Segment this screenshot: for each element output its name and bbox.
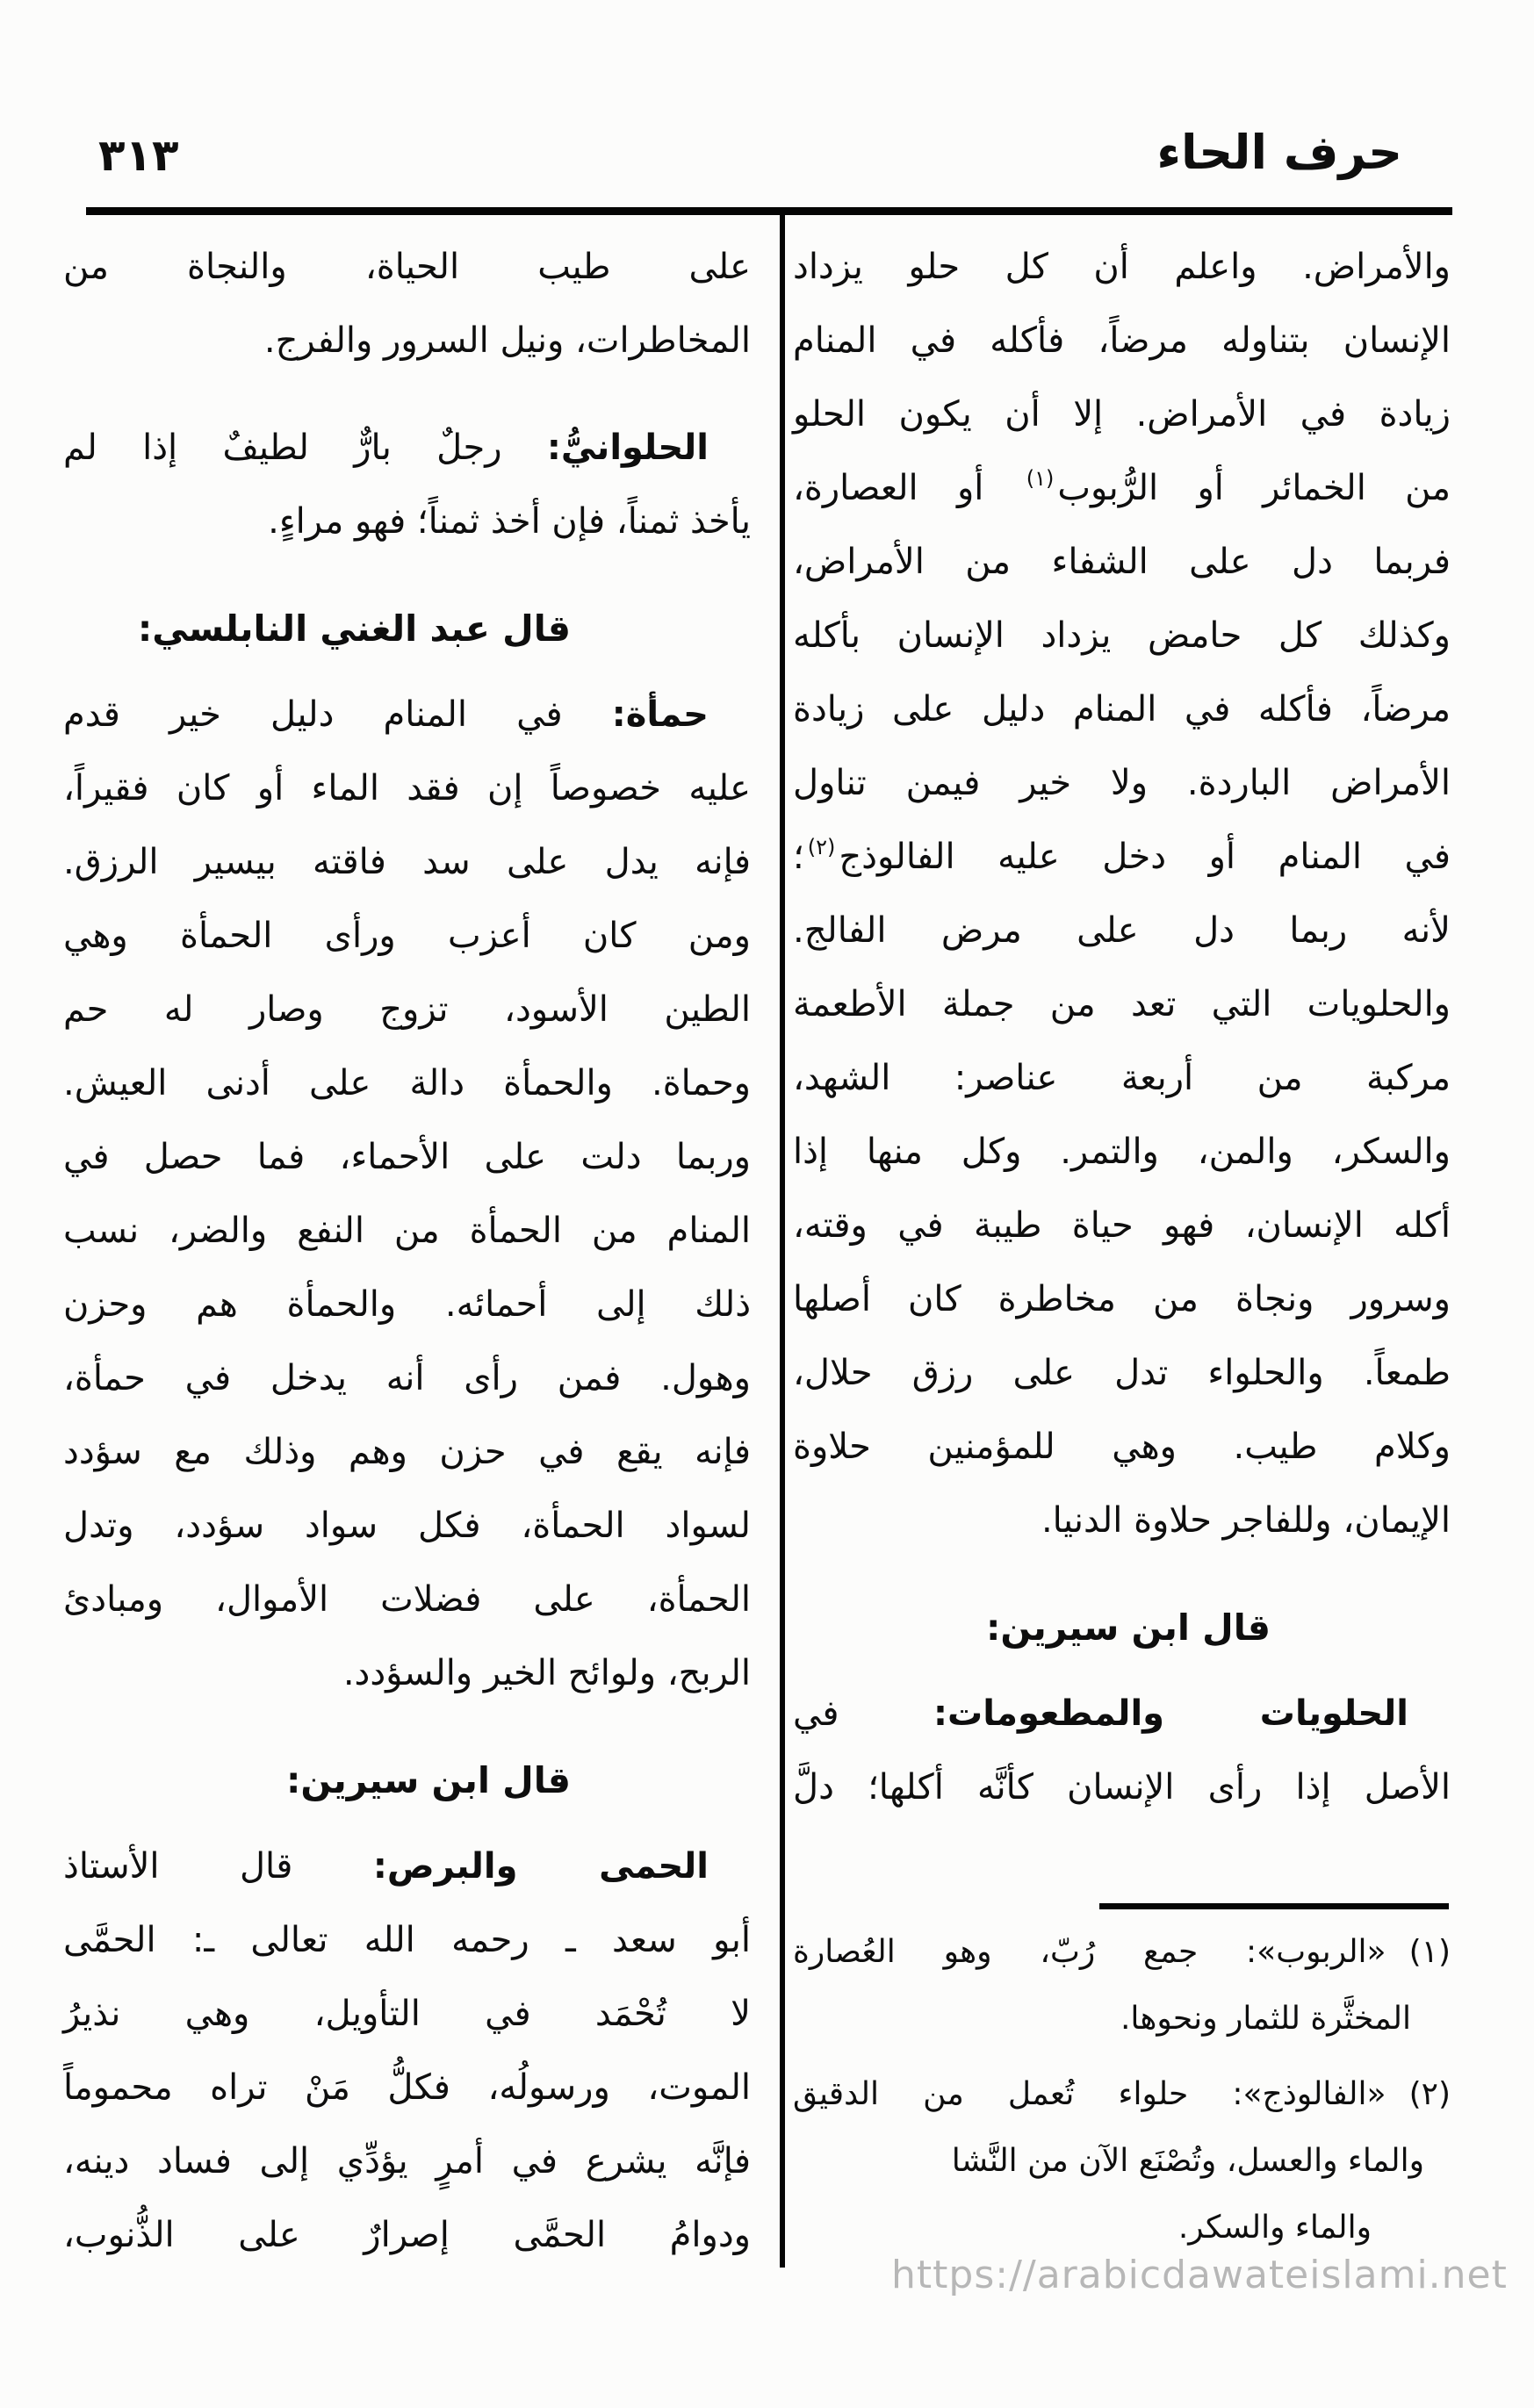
text-line <box>63 1977 751 2051</box>
footnote-ref: (١) <box>1026 466 1055 491</box>
text-run: المنام من الحمأة من النفع والضر، نسب <box>63 1211 751 1251</box>
text-run: رجلٌ بارٌّ لطيفٌ إذا لم <box>63 428 547 468</box>
text-line <box>63 1120 751 1194</box>
text-run: عليه خصوصاً إن فقد الماء أو كان فقيراً، <box>63 768 751 809</box>
footnote-separator <box>1099 1903 1449 1909</box>
text-line <box>793 1591 1451 1664</box>
text-line <box>63 1415 751 1489</box>
text-run: الإنسان بتناوله مرضاً، فأكله في المنام <box>793 320 1451 361</box>
text-line <box>63 973 751 1046</box>
text-run: قال الأستاذ <box>63 1846 373 1887</box>
text-line <box>793 1484 1451 1557</box>
text-run: والحلويات التي تعد من جملة الأطعمة <box>793 984 1451 1024</box>
text-line <box>793 377 1451 451</box>
text-run: طمعاً. والحلواء تدل على رزق حلال، <box>793 1353 1451 1393</box>
text-line <box>63 411 751 485</box>
text-run: في المنام دليل خير قدم <box>63 694 612 735</box>
entry-keyword: قال ابن سيرين: <box>986 1607 1271 1649</box>
text-line <box>63 485 751 558</box>
text-line <box>793 1986 1451 2052</box>
text-line <box>793 746 1451 820</box>
page-number: ٣١٣ <box>98 130 179 181</box>
text-line <box>793 451 1451 525</box>
text-run: لا تُحْمَد في التأويل، وهي نذيرُ <box>63 1994 751 2034</box>
footnote-ref: (٢) <box>807 835 836 859</box>
text-line <box>793 2061 1451 2128</box>
text-run: والسكر، والمن، والتمر. وكل منها إذا <box>793 1132 1451 1172</box>
text-run: وكلام طيب. وهي للمؤمنين حلاوة <box>793 1427 1451 1467</box>
text-run: وسرور ونجاة من مخاطرة كان أصلها <box>793 1279 1451 1319</box>
text-column-left <box>63 230 751 2272</box>
text-line <box>63 230 751 304</box>
footnote-number: (١) <box>1408 1934 1451 1970</box>
text-line <box>793 1677 1451 1750</box>
text-line <box>793 820 1451 894</box>
entry-keyword: الحلويات والمطعومات: <box>933 1693 1408 1734</box>
text-line <box>793 967 1451 1041</box>
text-line <box>793 599 1451 672</box>
text-run: ومن كان أعزب ورأى الحمأة وهي <box>63 916 751 956</box>
text-line <box>793 1115 1451 1189</box>
paragraph <box>63 678 751 1710</box>
text-line <box>793 1750 1451 1824</box>
text-line <box>63 1489 751 1563</box>
text-line <box>63 1903 751 1977</box>
entry-keyword: الحلوانيُّ: <box>546 428 709 468</box>
text-run: زيادة في الأمراض. إلا أن يكون الحلو <box>793 394 1451 435</box>
text-run: في المنام أو دخل عليه الفالوذج <box>839 837 1451 877</box>
text-run: فإنه يدل على سد فاقته بيسير الرزق. <box>63 842 751 882</box>
text-line <box>63 592 751 665</box>
text-line <box>793 672 1451 746</box>
text-line <box>63 304 751 377</box>
text-line <box>793 1919 1451 1986</box>
text-line <box>63 678 751 751</box>
text-line <box>63 2198 751 2272</box>
text-run: وهول. فمن رأى أنه يدخل في حمأة، <box>63 1358 751 1398</box>
text-run: الأمراض الباردة. ولا خير فيمن تناول <box>793 763 1451 803</box>
entry-keyword: الحمى والبرص: <box>372 1846 709 1887</box>
text-run: الإيمان، وللفاجر حلاوة الدنيا. <box>1041 1500 1451 1541</box>
section-heading <box>63 1743 751 1817</box>
section-heading <box>63 592 751 665</box>
text-run: مرضاً، فأكله في المنام دليل على زيادة <box>793 689 1451 730</box>
text-run: مركبة من أربعة عناصر: الشهد، <box>793 1058 1451 1098</box>
text-run: المخاطرات، ونيل السرور والفرج. <box>263 320 751 361</box>
paragraph <box>63 1829 751 2272</box>
text-column-right <box>793 230 1451 1824</box>
column-divider <box>780 215 785 2268</box>
text-line <box>63 1743 751 1817</box>
entry-keyword: حمأة: <box>611 694 709 735</box>
paragraph <box>63 411 751 558</box>
text-run: الربح، ولوائح الخير والسؤدد. <box>342 1653 751 1693</box>
paragraph <box>63 230 751 377</box>
text-line <box>793 1189 1451 1262</box>
text-line <box>63 1341 751 1415</box>
text-run: ؛ <box>793 837 804 877</box>
text-run: على طيب الحياة، والنجاة من <box>63 247 751 287</box>
text-line <box>793 2128 1451 2195</box>
footnote-item <box>793 1919 1451 2052</box>
text-line <box>793 2195 1451 2261</box>
footnote-item <box>793 2061 1451 2261</box>
text-run: ودوامُ الحمَّى إصرارٌ على الذُّنوب، <box>63 2215 751 2255</box>
entry-keyword: قال ابن سيرين: <box>286 1759 571 1801</box>
text-run: لأنه ربما دل على مرض الفالج. <box>793 910 1451 951</box>
text-run: «الفالوذج»: حلواء تُعمل من الدقيق <box>793 2076 1386 2112</box>
text-run: والماء والسكر. <box>1178 2210 1372 2246</box>
text-line <box>63 2051 751 2124</box>
text-run: ذلك إلى أحمائه. والحمأة هم وحزن <box>63 1284 751 1325</box>
section-heading <box>793 1591 1451 1664</box>
text-line <box>793 1041 1451 1115</box>
text-run: لسواد الحمأة، فكل سواد سؤدد، وتدل <box>63 1506 751 1546</box>
entry-keyword: قال عبد الغني النابلسي: <box>137 607 571 650</box>
text-line <box>793 1410 1451 1484</box>
text-run: الموت، ورسولُه، فكلُّ مَنْ تراه محموماً <box>63 2067 751 2108</box>
text-run: فإنَّه يشرع في أمرٍ يؤدِّي إلى فساد دينه، <box>63 2141 751 2182</box>
text-line <box>63 899 751 973</box>
text-run: يأخذ ثمناً، فإن أخذ ثمناً؛ فهو مراءٍ. <box>268 501 751 542</box>
chapter-title: حرف الحاء <box>1156 125 1402 180</box>
header-rule <box>86 207 1452 215</box>
footnote-number: (٢) <box>1408 2076 1451 2112</box>
paragraph <box>793 230 1451 1557</box>
text-line <box>793 1262 1451 1336</box>
text-run: الحمأة، على فضلات الأموال، ومبادئ <box>63 1579 751 1620</box>
text-run: والأمراض. واعلم أن كل حلو يزداد <box>793 247 1451 287</box>
text-line <box>63 1268 751 1341</box>
text-run: من الخمائر أو الرُّبوب <box>1057 468 1451 508</box>
text-line <box>793 525 1451 599</box>
text-run: وكذلك كل حامض يزداد الإنسان بأكله <box>793 615 1451 656</box>
text-line <box>63 751 751 825</box>
text-line <box>63 1563 751 1636</box>
text-line <box>63 1046 751 1120</box>
text-line <box>63 1829 751 1903</box>
footnotes <box>793 1919 1451 2270</box>
text-run: وحماة. والحمأة دالة على أدنى العيش. <box>63 1063 751 1103</box>
text-line <box>793 230 1451 304</box>
text-run: الطين الأسود، تزوج وصار له حم <box>63 989 751 1030</box>
text-run: أو العصارة، <box>793 468 1023 508</box>
text-line <box>793 304 1451 377</box>
text-run: أبو سعد ـ رحمه الله تعالى ـ: الحمَّى <box>63 1920 751 1960</box>
text-run: المخثَّرة للثمار ونحوها. <box>1120 2001 1411 2037</box>
text-run: في <box>793 1693 934 1734</box>
text-line <box>63 1194 751 1268</box>
text-run: الأصل إذا رأى الإنسان كأنَّه أكلها؛ دلَّ <box>793 1767 1451 1808</box>
text-line <box>63 2124 751 2198</box>
text-run: فإنه يقع في حزن وهم وذلك مع سؤدد <box>63 1432 751 1472</box>
text-run: فربما دل على الشفاء من الأمراض، <box>793 542 1451 582</box>
watermark-url: https://arabicdawateislami.net <box>891 2253 1508 2297</box>
text-line <box>63 1636 751 1710</box>
text-run: والماء والعسل، وتُصْنَع الآن من النَّشا <box>951 2143 1424 2179</box>
text-run: أكله الإنسان، فهو حياة طيبة في وقته، <box>793 1205 1451 1246</box>
text-run: وربما دلت على الأحماء، فما حصل في <box>63 1137 751 1177</box>
text-run: «الربوب»: جمع رُبّ، وهو العُصارة <box>793 1934 1386 1970</box>
text-line <box>63 825 751 899</box>
text-line <box>793 894 1451 967</box>
paragraph <box>793 1677 1451 1824</box>
text-line <box>793 1336 1451 1410</box>
